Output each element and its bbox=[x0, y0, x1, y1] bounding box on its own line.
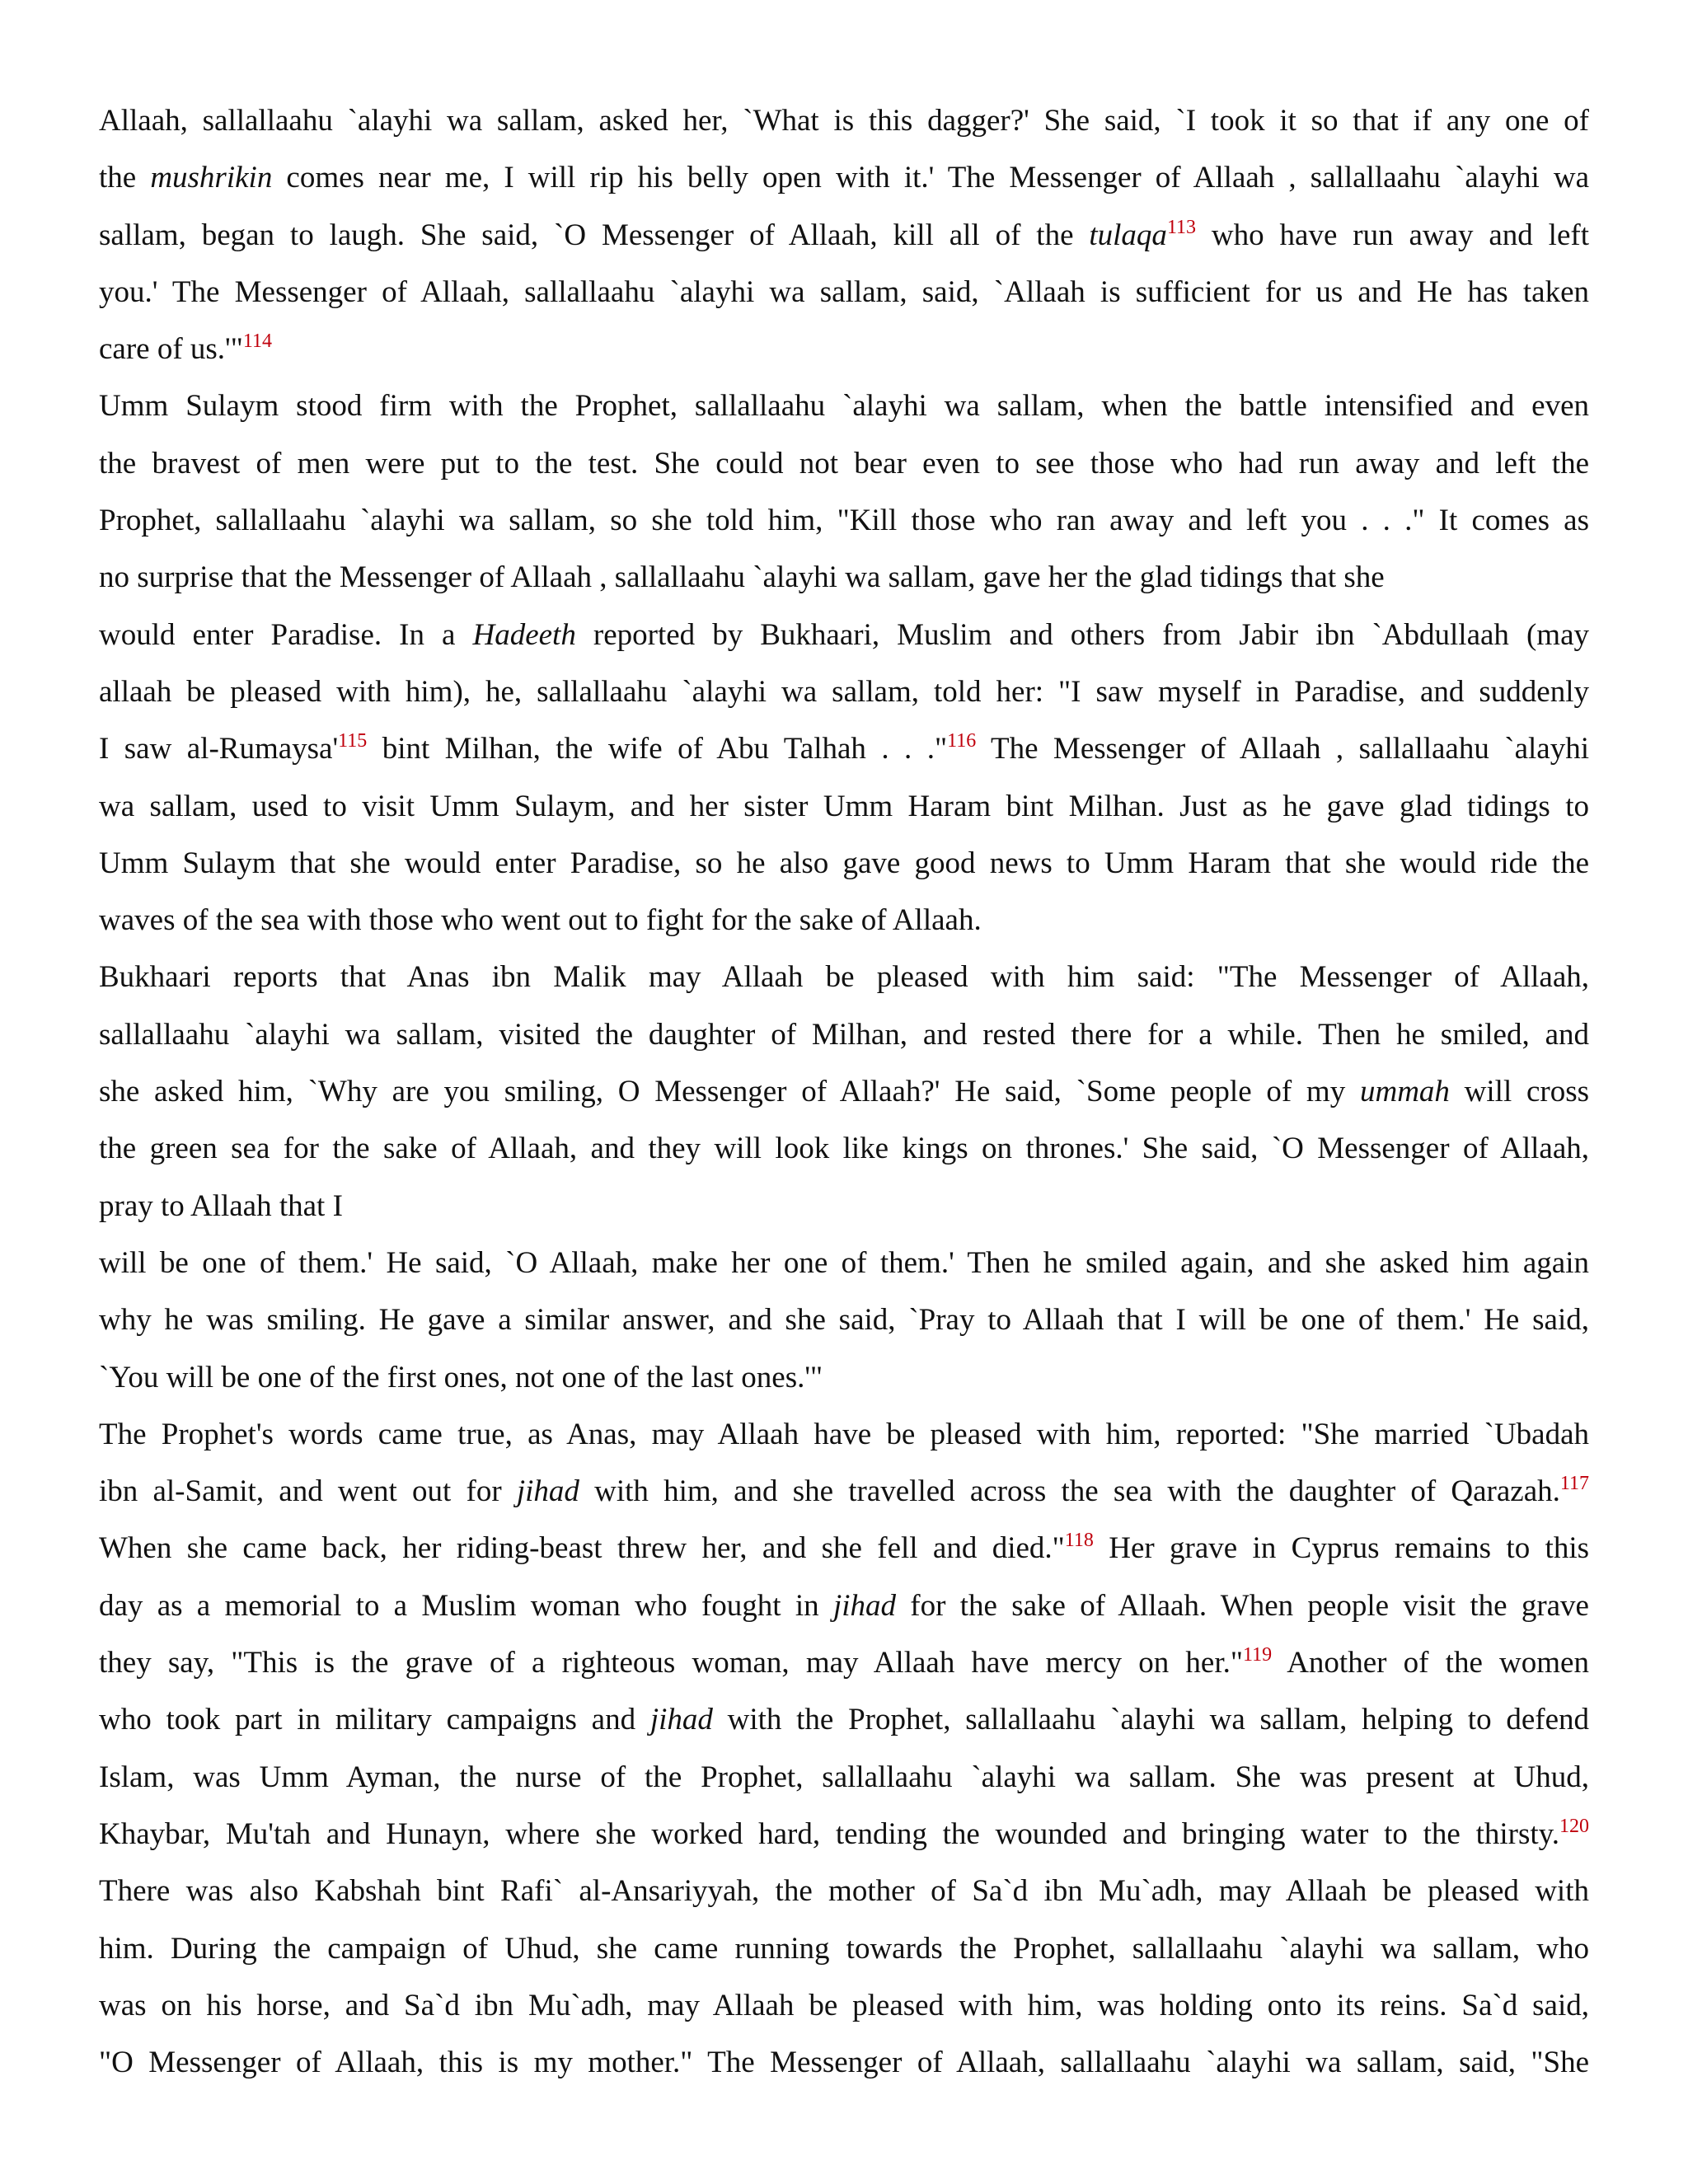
italic-term: jihad bbox=[832, 1588, 896, 1623]
text-line: would enter Paradise. In a Hadeeth reported by Bukhaari, Muslim and others from Jabir ibn `Abdullaah (may bbox=[99, 617, 1589, 652]
footnote-ref[interactable]: 115 bbox=[338, 730, 368, 752]
text-line: sallallaahu `alayhi wa sallam, visited the daughter of Milhan, and rested there for a while. Then he smiled, and bbox=[99, 1017, 1589, 1052]
text-line: Umm Sulaym that she would enter Paradise, so he also gave good news to Umm Haram that she would ride the bbox=[99, 846, 1589, 880]
text-line: Islam, was Umm Ayman, the nurse of the Prophet, sallallaahu `alayhi wa sallam. She was present at Uhud, bbox=[99, 1760, 1589, 1794]
text-line: wa sallam, used to visit Umm Sulaym, and her sister Umm Haram bint Milhan. Just as he gave glad tidings to bbox=[99, 789, 1589, 823]
italic-term: tulaqa bbox=[1089, 218, 1167, 252]
italic-term: jihad bbox=[516, 1474, 579, 1509]
text-line: Prophet, sallallaahu `alayhi wa sallam, so she told him, "Kill those who ran away and left you . . ." It comes as bbox=[99, 504, 1589, 538]
text-line: Allaah, sallallaahu `alayhi wa sallam, asked her, `What is this dagger?' She said, `I took it so that if any one of bbox=[99, 104, 1589, 138]
text-line: was on his horse, and Sa`d ibn Mu`adh, may Allaah be pleased with him, was holding onto its reins. Sa`d said, bbox=[99, 1988, 1589, 2022]
text-line: Bukhaari reports that Anas ibn Malik may Allaah be pleased with him said: "The Messenger of Allaah, bbox=[99, 960, 1589, 995]
text-line: the green sea for the sake of Allaah, and they will look like kings on thrones.' She said, `O Messenger of Allaah, bbox=[99, 1132, 1589, 1166]
text-line: When she came back, her riding-beast threw her, and she fell and died."$^{118}$ Her grave in Cyprus remains to this bbox=[99, 1530, 1589, 1566]
text-line: "O Messenger of Allaah, this is my mother." The Messenger of Allaah, sallallaahu `alayhi wa sallam, said, "She bbox=[99, 2046, 1589, 2080]
italic-term: jihad bbox=[649, 1703, 713, 1737]
document-page bbox=[99, 92, 1589, 2091]
footnote-ref[interactable]: 117 bbox=[1559, 1473, 1589, 1495]
text-line: the mushrikin comes near me, I will rip his belly open with it.' The Messenger of Allaah , sallallaahu `alayhi wa bbox=[99, 161, 1590, 195]
italic-term: Hadeeth bbox=[472, 617, 576, 652]
footnote-ref[interactable]: 118 bbox=[1064, 1530, 1094, 1552]
text-line: who took part in military campaigns and jihad with the Prophet, sallallaahu `alayhi wa sallam, helping to defend bbox=[99, 1703, 1589, 1737]
text-line: will be one of them.' He said, `O Allaah, make her one of them.' Then he smiled again, and she asked him again bbox=[99, 1245, 1589, 1280]
text-line: allaah be pleased with him), he, sallallaahu `alayhi wa sallam, told her: "I saw myself in Paradise, and suddenly bbox=[99, 674, 1589, 709]
italic-term: mushrikin bbox=[150, 161, 273, 195]
text-line: I saw al-Rumaysa'$^{115}$ bint Milhan, the wife of Abu Talhah . . ."$^{116}$ The Messenger of Allaah , sallallaahu `alayhi bbox=[99, 730, 1589, 766]
text-line: The Prophet's words came true, as Anas, may Allaah have be pleased with him, reported: "She married `Ubadah bbox=[99, 1417, 1589, 1451]
footnote-ref[interactable]: 114 bbox=[242, 330, 272, 353]
text-line: care of us.'"$^{114}$ bbox=[99, 330, 272, 367]
footnote-ref[interactable]: 120 bbox=[1559, 1815, 1589, 1837]
text-line: waves of the sea with those who went out to fight for the sake of Allaah. bbox=[99, 903, 982, 938]
footnote-ref[interactable]: 116 bbox=[947, 730, 977, 752]
text-line: they say, "This is the grave of a righteous woman, may Allaah have mercy on her."$^{119}$ Another of the women bbox=[99, 1644, 1589, 1680]
text-line: ibn al-Samit, and went out for jihad with him, and she travelled across the sea with the daughter of Qarazah.$^{117}$ bbox=[99, 1473, 1589, 1509]
text-line: sallam, began to laugh. She said, `O Messenger of Allaah, kill all of the tulaqa$^{113}$ who have run away and left bbox=[99, 216, 1589, 252]
text-line: the bravest of men were put to the test. She could not bear even to see those who had run away and left the bbox=[99, 446, 1589, 480]
footnote-ref[interactable]: 113 bbox=[1166, 216, 1197, 238]
text-line: you.' The Messenger of Allaah, sallallaahu `alayhi wa sallam, said, `Allaah is sufficient for us and He has taken bbox=[99, 274, 1589, 309]
text-line: she asked him, `Why are you smiling, O Messenger of Allaah?' He said, `Some people of my ummah will cross bbox=[99, 1075, 1590, 1109]
footnote-ref[interactable]: 119 bbox=[1242, 1644, 1273, 1666]
text-line: Umm Sulaym stood firm with the Prophet, sallallaahu `alayhi wa sallam, when the battle intensified and even bbox=[99, 389, 1589, 424]
text-line: why he was smiling. He gave a similar answer, and she said, `Pray to Allaah that I will be one of them.' He said, bbox=[99, 1303, 1589, 1338]
text-line: day as a memorial to a Muslim woman who fought in jihad for the sake of Allaah. When people visit the grave bbox=[99, 1588, 1589, 1623]
text-line: Khaybar, Mu'tah and Hunayn, where she worked hard, tending the wounded and bringing water to the thirsty.$^{120}$ bbox=[99, 1815, 1589, 1851]
italic-term: ummah bbox=[1359, 1075, 1450, 1109]
text-line: There was also Kabshah bint Rafi` al-Ansariyyah, the mother of Sa`d ibn Mu`adh, may Allaah be pleased with bbox=[99, 1874, 1589, 1909]
text-line: pray to Allaah that I bbox=[99, 1188, 343, 1223]
text-line: `You will be one of the first ones, not one of the last ones.'" bbox=[99, 1360, 823, 1394]
text-line: him. During the campaign of Uhud, she came running towards the Prophet, sallallaahu `alayhi wa sallam, who bbox=[99, 1931, 1589, 1966]
text-line: no surprise that the Messenger of Allaah , sallallaahu `alayhi wa sallam, gave her the glad tidings that she bbox=[99, 560, 1385, 595]
